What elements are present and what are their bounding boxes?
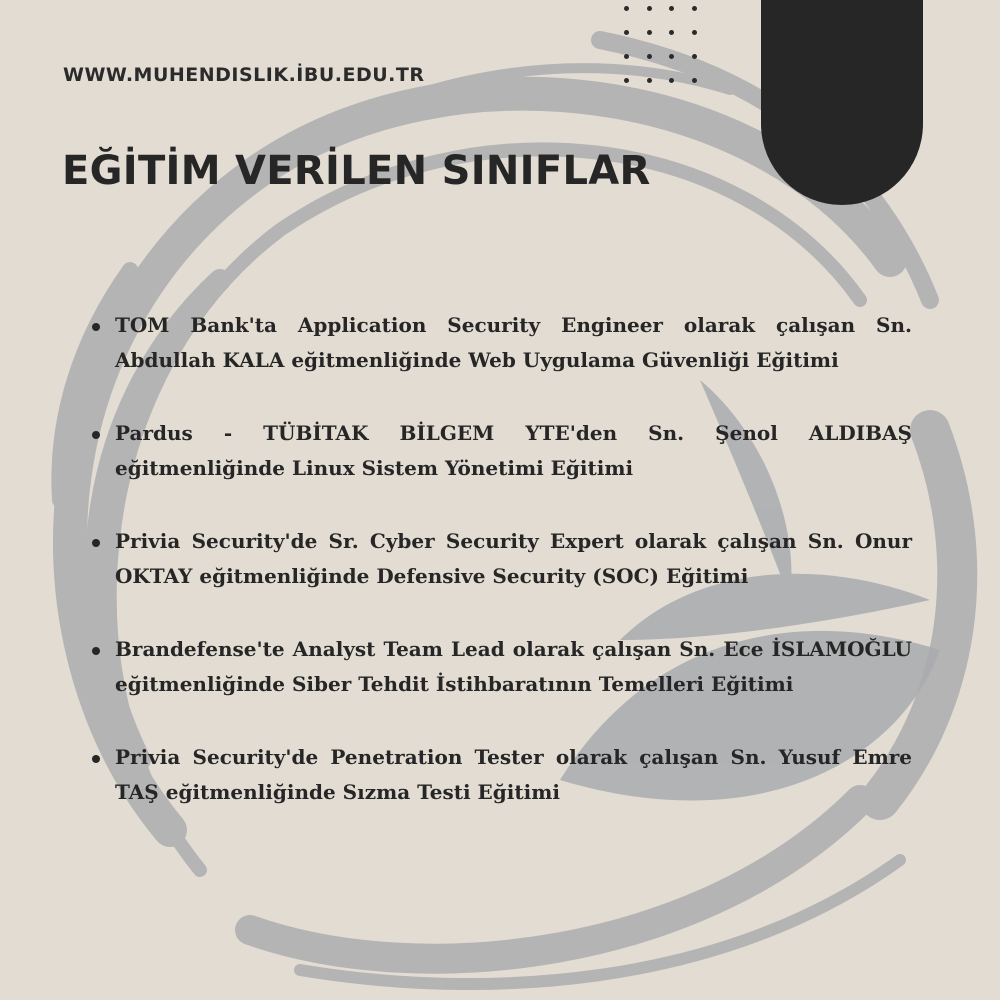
dot	[647, 78, 652, 83]
bullet-icon	[92, 431, 100, 439]
page-title: EĞİTİM VERİLEN SINIFLAR	[62, 148, 651, 194]
dot	[669, 30, 674, 35]
dark-rounded-tab	[761, 0, 923, 205]
list-item	[90, 524, 912, 594]
course-text: Privia Security'de Penetration Tester olarak çalışan Sn. Yusuf Emre TAŞ eğitmenliğinde Sızma Testi Eğitimi	[115, 745, 912, 804]
course-text: TOM Bank'ta Application Security Engineer olarak çalışan Sn. Abdullah KALA eğitmenliğinde Web Uygulama Güvenliği Eğitimi	[115, 313, 912, 372]
dot	[669, 6, 674, 11]
list-item	[90, 308, 912, 378]
dot	[624, 6, 629, 11]
bullet-icon	[92, 539, 100, 547]
bullet-icon	[92, 323, 100, 331]
website-url: WWW.MUHENDISLIK.İBU.EDU.TR	[63, 64, 425, 86]
course-list	[90, 308, 912, 848]
dot	[669, 78, 674, 83]
list-item	[90, 740, 912, 810]
dot	[647, 30, 652, 35]
dot	[647, 6, 652, 11]
dot	[624, 30, 629, 35]
dot	[692, 54, 697, 59]
course-text: Brandefense'te Analyst Team Lead olarak çalışan Sn. Ece İSLAMOĞLU eğitmenliğinde Siber Tehdit İstihbaratının Temelleri Eğitimi	[115, 637, 912, 696]
dot	[647, 54, 652, 59]
dot	[692, 6, 697, 11]
list-item	[90, 416, 912, 486]
bullet-icon	[92, 647, 100, 655]
dot	[669, 54, 674, 59]
dot	[624, 78, 629, 83]
list-item	[90, 632, 912, 702]
course-text: Privia Security'de Sr. Cyber Security Expert olarak çalışan Sn. Onur OKTAY eğitmenliğinde Defensive Security (SOC) Eğitimi	[115, 529, 912, 588]
dot	[692, 78, 697, 83]
dot	[624, 54, 629, 59]
course-text: Pardus - TÜBİTAK BİLGEM YTE'den Sn. Şenol ALDIBAŞ eğitmenliğinde Linux Sistem Yönetimi Eğitimi	[115, 421, 912, 480]
bullet-icon	[92, 755, 100, 763]
dot-grid-decoration	[624, 6, 714, 102]
dot	[692, 30, 697, 35]
